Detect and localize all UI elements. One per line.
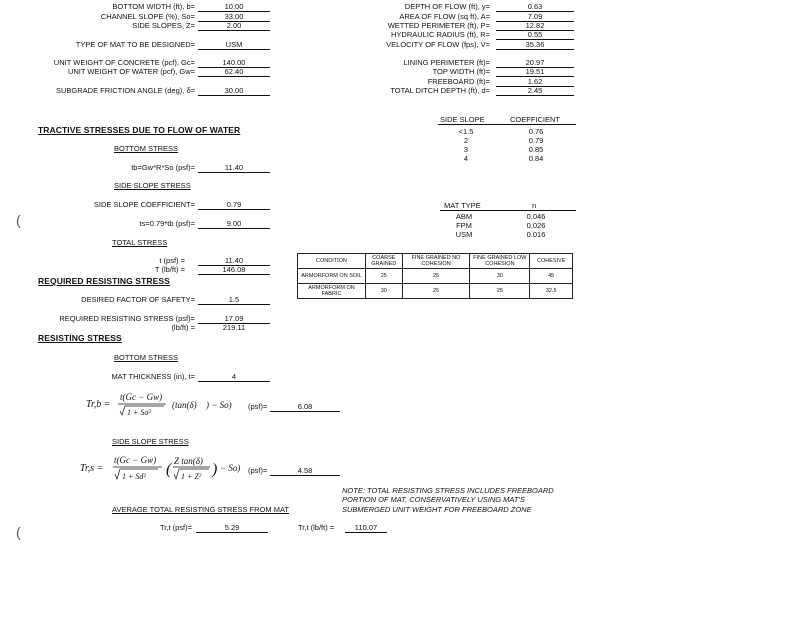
eq2-formula [112, 452, 262, 486]
table-cell: 30 [470, 269, 530, 284]
svg-text:1 + Z²: 1 + Z² [181, 472, 202, 481]
avg-psf-value: 5.29 [196, 523, 268, 533]
side-slope-table-rule [438, 124, 576, 125]
unit-weight-concrete-value: 140.00 [198, 58, 270, 68]
avg-psf-label: Tr,t (psf)= [159, 523, 192, 532]
table-row: 3 [463, 145, 469, 154]
svg-text:): ) [212, 461, 218, 478]
depth-of-flow-label: DEPTH OF FLOW (ft), y= [404, 2, 490, 11]
resisting-stress-heading: RESISTING STRESS [38, 333, 122, 343]
total-lbft-label: T (lb/ft) = [154, 265, 185, 274]
total-psf-label: t (psf) = [159, 256, 185, 265]
table-cell: 25 [470, 284, 530, 299]
table-row: FPM [456, 221, 472, 230]
hydraulic-radius-label: HYDRAULIC RADIUS (ft), R= [391, 30, 490, 39]
table-cell: 30 [365, 284, 402, 299]
svg-text:t(Gc − Gw): t(Gc − Gw) [114, 455, 157, 465]
mat-type-label: TYPE OF MAT TO BE DESIGNED= [75, 40, 195, 49]
eq1-lhs: Tr,b = [86, 399, 111, 410]
condition-table [297, 253, 573, 299]
top-width-label: TOP WIDTH (ft)= [432, 67, 490, 76]
mat-type-col-header: MAT TYPE [444, 201, 481, 210]
bottom-width-label: BOTTOM WIDTH (ft), b= [112, 2, 195, 11]
eq2-value: 4.58 [270, 466, 340, 476]
bottom-stress-value: 11.40 [198, 163, 270, 173]
tractive-stress-heading: TRACTIVE STRESSES DUE TO FLOW OF WATER [38, 125, 241, 135]
table-row [298, 269, 573, 284]
fine-low-cohesion-header: FINE GRAINED LOW COHESION [470, 254, 530, 269]
freeboard-label: FREEBOARD (ft)= [427, 77, 490, 86]
side-slope-col-header: SIDE SLOPE [440, 115, 485, 124]
punch-hole-mark: ( [16, 212, 21, 228]
bottom-stress-heading: BOTTOM STRESS [114, 144, 179, 153]
punch-hole-mark: ( [16, 524, 21, 540]
friction-angle-value: 30.00 [198, 86, 270, 96]
svg-text:1 + So²: 1 + So² [127, 408, 151, 417]
friction-angle-label: SUBGRADE FRICTION ANGLE (deg), δ= [56, 86, 195, 95]
resisting-bottom-heading: BOTTOM STRESS [114, 353, 179, 362]
table-cell: 0.046 [526, 212, 546, 221]
side-slopes-label: SIDE SLOPES, Z= [132, 21, 195, 30]
table-cell: ARMORFORM ON FABRIC [298, 284, 366, 299]
top-width-value: 19.51 [496, 67, 574, 77]
table-cell: 0.76 [528, 127, 544, 136]
table-cell: 32.5 [530, 284, 573, 299]
area-of-flow-label: AREA OF FLOW (sq ft), A= [399, 12, 490, 21]
condition-header: CONDITION [298, 254, 366, 269]
note-line-1: NOTE: TOTAL RESISTING STRESS INCLUDES FREEBOARD [342, 486, 554, 495]
table-cell: 0.026 [526, 221, 546, 230]
eq1-psf-label: (psf)= [248, 402, 268, 411]
velocity-value: 35.36 [496, 40, 574, 50]
wetted-perimeter-value: 12.82 [496, 21, 574, 31]
bottom-width-value: 10.00 [198, 2, 270, 12]
table-row: 4 [463, 154, 469, 163]
area-of-flow-value: 7.09 [496, 12, 574, 22]
mat-thickness-label: MAT THICKNESS (in), t= [111, 372, 195, 381]
note-line-2: PORTION OF MAT, CONSERVATIVELY USING MAT'S [342, 495, 525, 504]
side-stress-value: 9.00 [198, 219, 270, 229]
table-cell: 0.79 [528, 136, 544, 145]
total-psf-value: 11.40 [198, 256, 270, 266]
svg-text:) − So): ) − So) [206, 400, 232, 410]
svg-text:t(Gc − Gw): t(Gc − Gw) [120, 392, 163, 402]
table-row [298, 284, 573, 299]
unit-weight-water-label: UNIT WEIGHT OF WATER (pcf), Gw= [67, 67, 195, 76]
side-slope-stress-heading: SIDE SLOPE STRESS [114, 181, 191, 190]
table-row: USM [455, 230, 473, 239]
unit-weight-water-value: 62.40 [198, 67, 270, 77]
table-cell: ARMORFORM ON SOIL [298, 269, 366, 284]
table-cell: 25 [402, 284, 470, 299]
note-line-3: SUBMERGED UNIT WEIGHT FOR FREEBOARD ZONE [342, 505, 532, 514]
required-lbft-value: 219.11 [222, 323, 246, 332]
safety-factor-label: DESIRED FACTOR OF SAFETY= [81, 295, 195, 304]
safety-factor-value: 1.5 [198, 295, 270, 305]
velocity-label: VELOCITY OF FLOW (fps), V= [386, 40, 490, 49]
required-stress-label: REQUIRED RESISTING STRESS (psf)= [59, 314, 195, 323]
table-row: 2 [463, 136, 469, 145]
mat-thickness-value: 4 [198, 372, 270, 382]
required-stress-value: 17.09 [198, 314, 270, 324]
required-lbft-label: (lb/ft) = [171, 323, 195, 332]
eq1-value: 6.08 [270, 402, 340, 412]
avg-lbft-label: Tr,t (lb/ft) = [298, 523, 335, 532]
side-slope-coef-label: SIDE SLOPE COEFFICIENT= [93, 200, 195, 209]
total-lbft-value: 146.08 [198, 265, 270, 275]
mat-type-value: USM [198, 40, 270, 50]
bottom-stress-label: tb=Gw*R*So (psf)= [131, 163, 195, 172]
table-row: ABM [455, 212, 473, 221]
average-resisting-heading: AVERAGE TOTAL RESISTING STRESS FROM MAT [112, 505, 289, 514]
avg-lbft-value: 110.07 [345, 523, 387, 533]
fine-no-cohesion-header: FINE GRAINED NO COHESION [402, 254, 470, 269]
wetted-perimeter-label: WETTED PERIMETER (ft), P= [387, 21, 490, 30]
total-ditch-depth-label: TOTAL DITCH DEPTH (ft), d= [390, 86, 490, 95]
table-cell: 0.84 [528, 154, 544, 163]
side-slopes-value: 2.00 [198, 21, 270, 31]
table-cell: 0.85 [528, 145, 544, 154]
channel-slope-label: CHANNEL SLOPE (%), So= [100, 12, 195, 21]
svg-text:Z tan(δ): Z tan(δ) [174, 456, 203, 466]
hydraulic-radius-value: 0.55 [496, 30, 574, 40]
freeboard-value: 1.62 [496, 77, 574, 87]
required-resisting-heading: REQUIRED RESISTING STRESS [38, 276, 170, 286]
svg-text:− So): − So) [220, 463, 241, 473]
channel-slope-value: 33.00 [198, 12, 270, 22]
cohesive-header: COHESIVE [530, 254, 573, 269]
coarse-header: COARSE GRAINED [365, 254, 402, 269]
table-row: <1.5 [458, 127, 474, 136]
table-cell: 25 [402, 269, 470, 284]
depth-of-flow-value: 0.63 [496, 2, 574, 12]
table-cell: 45 [530, 269, 573, 284]
total-stress-heading: TOTAL STRESS [112, 238, 168, 247]
table-cell: 25 [365, 269, 402, 284]
table-cell: 0.016 [526, 230, 546, 239]
mat-table-rule [440, 210, 576, 211]
eq2-psf-label: (psf)= [248, 466, 268, 475]
n-col-header: n [532, 201, 537, 210]
resisting-side-heading: SIDE SLOPE STRESS [112, 437, 189, 446]
total-ditch-depth-value: 2.45 [496, 86, 574, 96]
svg-text:(tan(δ): (tan(δ) [172, 400, 197, 410]
side-slope-coef-value: 0.79 [198, 200, 270, 210]
coefficient-col-header: COEFFICIENT [510, 115, 560, 124]
table-header-row [298, 254, 573, 269]
svg-text:1 + Sd²: 1 + Sd² [122, 472, 146, 481]
svg-text:(: ( [166, 461, 172, 478]
lining-perimeter-label: LINING PERIMETER (ft)= [403, 58, 490, 67]
eq2-lhs: Tr,s = [80, 463, 104, 474]
unit-weight-concrete-label: UNIT WEIGHT OF CONCRETE (pcf), Gc= [53, 58, 195, 67]
eq1-formula [116, 389, 256, 421]
lining-perimeter-value: 20.97 [496, 58, 574, 68]
side-stress-label: ts=0.79*tb (psf)= [139, 219, 195, 228]
